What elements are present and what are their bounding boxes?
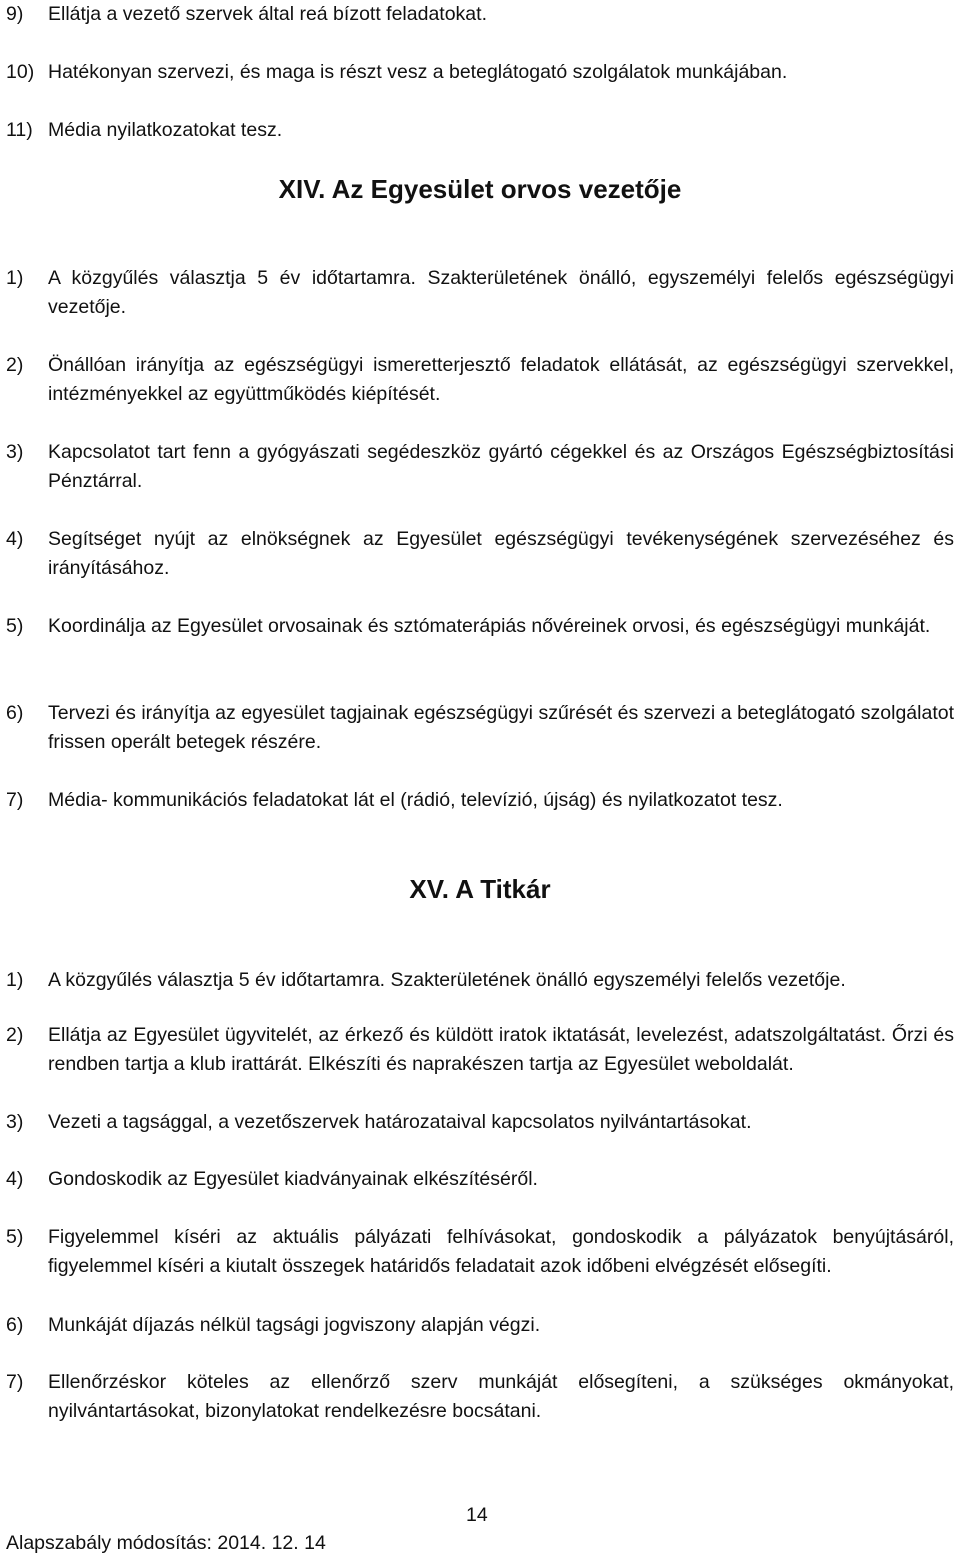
list-item [6,1368,954,1426]
section-title-orvos-vezeto: XIV. Az Egyesület orvos vezetője [278,174,682,204]
item-text: Figyelemmel kíséri az aktuális pályázati felhívásokat, gondoskodik a pályázatok benyújtásáról, figyelemmel kíséri a kiutalt összegek határidős feladatait azok időbeni elvégzését elősegíti. [48,1226,954,1277]
list-item [6,699,954,757]
list-item [6,966,954,995]
item-text: Ellenőrzéskor köteles az ellenőrző szerv munkáját elősegíteni, a szükséges okmányokat, nyilvántartásokat, bizonylatokat rendelkezésre bocsátani. [48,1371,954,1422]
item-text: A közgyűlés választja 5 év időtartamra. Szakterületének önálló, egyszemélyi felelős egészségügyi vezetője. [48,267,954,318]
item-number: 7) [6,1371,24,1393]
list-item [6,116,954,145]
list-item [6,1021,954,1079]
footer-amendment-date: Alapszabály módosítás: 2014. 12. 14 [6,1532,326,1554]
item-number: 2) [6,354,24,376]
item-number: 4) [6,528,24,550]
item-number: 11) [6,119,33,141]
list-item [6,1165,954,1194]
list-item [6,1311,954,1340]
item-number: 5) [6,1226,24,1248]
item-text: Ellátja az Egyesület ügyvitelét, az érkező és küldött iratok iktatását, levelezést, adatszolgáltatást. Őrzi és rendben tartja a klub irattárát. Elkészíti és naprakészen tartja az Egyesület weboldalát. [48,1024,954,1075]
item-number: 4) [6,1168,24,1190]
item-number: 6) [6,1314,24,1336]
item-number: 9) [6,3,24,25]
item-text: Média- kommunikációs feladatokat lát el (rádió, televízió, újság) és nyilatkozatot tesz. [48,789,783,811]
list-item [6,786,954,815]
item-text: Tervezi és irányítja az egyesület tagjainak egészségügyi szűrését és szervezi a beteglátogató szolgálatot frissen operált betegek részére. [48,702,954,753]
list-item [6,58,954,87]
item-number: 1) [6,267,24,289]
page-number: 14 [466,1504,488,1526]
list-item [6,438,954,496]
item-number: 1) [6,969,24,991]
list-item [6,1108,954,1137]
item-text: Média nyilatkozatokat tesz. [48,119,283,141]
list-item [6,612,954,641]
item-number: 2) [6,1024,24,1046]
list-item [6,264,954,322]
item-text: Hatékonyan szervezi, és maga is részt vesz a beteglátogató szolgálatok munkájában. [48,61,788,83]
item-number: 3) [6,1111,24,1133]
item-text: Gondoskodik az Egyesület kiadványainak elkészítéséről. [48,1168,538,1190]
item-text: Segítséget nyújt az elnökségnek az Egyesület egészségügyi tevékenységének szervezéséhez és irányításához. [48,528,954,579]
item-text: Önállóan irányítja az egészségügyi ismeretterjesztő feladatok ellátását, az egészségügyi szervekkel, intézményekkel az együttműködés kiépítését. [48,354,954,405]
list-item [6,525,954,583]
list-item [6,351,954,409]
item-text: Koordinálja az Egyesület orvosainak és sztómaterápiás nővéreinek orvosi, és egészségügyi munkáját. [48,615,931,637]
list-item [6,1223,954,1281]
item-number: 6) [6,702,24,724]
item-text: Munkáját díjazás nélkül tagsági jogviszony alapján végzi. [48,1314,541,1336]
item-number: 7) [6,789,24,811]
list-item [6,0,954,29]
item-text: A közgyűlés választja 5 év időtartamra. Szakterületének önálló egyszemélyi felelős vezetője. [48,969,846,991]
item-text: Kapcsolatot tart fenn a gyógyászati segédeszköz gyártó cégekkel és az Országos Egészségbiztosítási Pénztárral. [48,441,954,492]
item-text: Ellátja a vezető szervek által reá bízott feladatokat. [48,3,487,25]
item-number: 5) [6,615,24,637]
item-number: 3) [6,441,24,463]
item-number: 10) [6,61,35,83]
item-text: Vezeti a tagsággal, a vezetőszervek határozataival kapcsolatos nyilvántartásokat. [48,1111,752,1133]
section-title-titkar: XV. A Titkár [409,874,551,904]
